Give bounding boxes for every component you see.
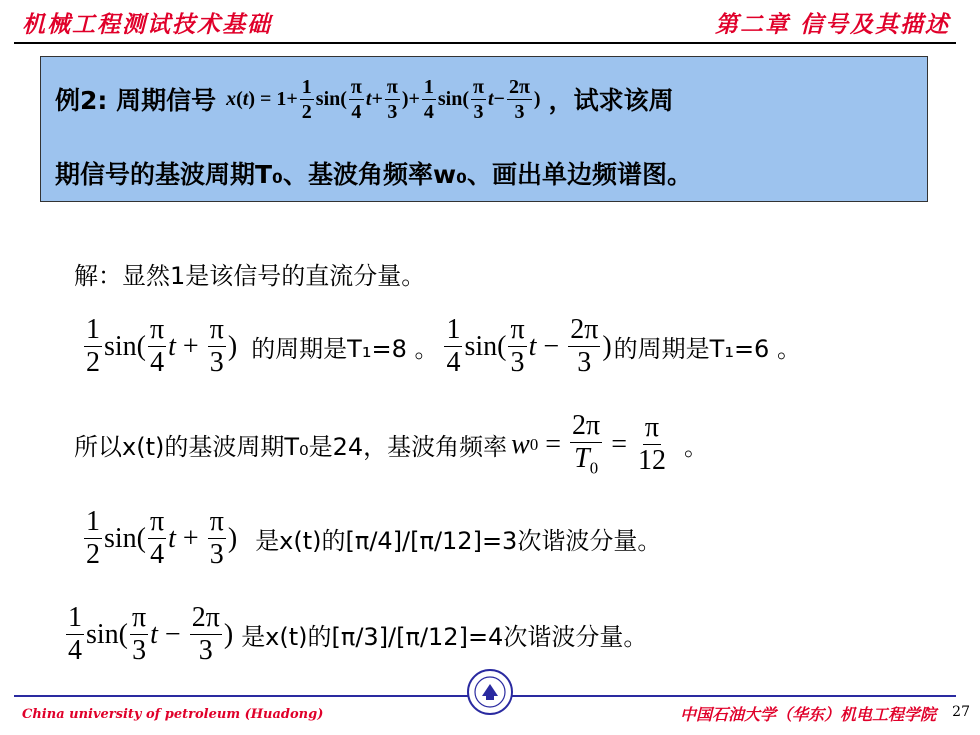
harmonic1-line	[82, 508, 661, 569]
harmonic1-text: 是x(t)的[π/4]/[π/12]=3次谐波分量。	[255, 527, 662, 555]
harmonic1-formula: $\frac{1}{2}$ sin( $\frac{\pi}{4}$ t + $\frac{\pi}{3}$ )	[86, 506, 238, 570]
term1-formula: $\frac{1}{2}$ sin( $\frac{\pi}{4}$ t + $\frac{\pi}{3}$ )	[86, 314, 238, 378]
fundamental-end: 。	[683, 433, 708, 462]
problem-box	[40, 56, 928, 202]
signal-formula: x ( t ) = 1+ $\frac{1}{2}$ sin( $\frac{\pi}{4}$ t + $\frac{\pi}{3}$ )+ $\frac{1}{4}$ sin( $\frac{\pi}{3}$ t − $\frac{2\pi}{3}$ )	[226, 75, 541, 123]
header-divider	[14, 42, 956, 44]
omega-formula: w 0 = $\frac{2\pi}{T_0}$ = $\frac{\pi}{12}$	[511, 410, 666, 478]
fundamental-text: 所以x(t)的基波周期T₀是24，基波角频率	[74, 433, 508, 462]
term2-formula: $\frac{1}{4}$ sin( $\frac{\pi}{3}$ t − $\frac{2\pi}{3}$ )	[446, 314, 612, 378]
footer-school-cn: 中国石油大学（华东）机电工程学院	[679, 705, 936, 724]
period-line	[82, 316, 801, 377]
page-number: 27	[952, 704, 970, 720]
problem-line-1	[55, 67, 674, 131]
fundamental-line	[74, 412, 708, 477]
problem-label: 例2: 周期信号	[55, 86, 217, 115]
problem-tail: ，试求该周	[548, 86, 674, 115]
period2-text: 的周期是T₁=6 。	[613, 335, 801, 363]
solution-intro	[74, 256, 425, 291]
university-seal-icon	[466, 668, 514, 716]
harmonic2-text: 是x(t)的[π/3]/[π/12]=4次谐波分量。	[241, 623, 648, 651]
solution-intro-text: 解：显然1是该信号的直流分量。	[74, 262, 426, 290]
chapter-title: 第二章 信号及其描述	[714, 12, 950, 38]
course-title: 机械工程测试技术基础	[22, 12, 272, 38]
period1-text: 的周期是T₁=8 。	[251, 335, 439, 363]
footer-university-en: China university of petroleum (Huadong)	[22, 707, 324, 722]
harmonic2-line	[64, 604, 647, 665]
problem-line-2: 期信号的基波周期T₀、基波角频率w₀、画出单边频谱图。	[55, 160, 693, 189]
harmonic2-formula: $\frac{1}{4}$ sin( $\frac{\pi}{3}$ t − $\frac{2\pi}{3}$ )	[68, 602, 234, 666]
